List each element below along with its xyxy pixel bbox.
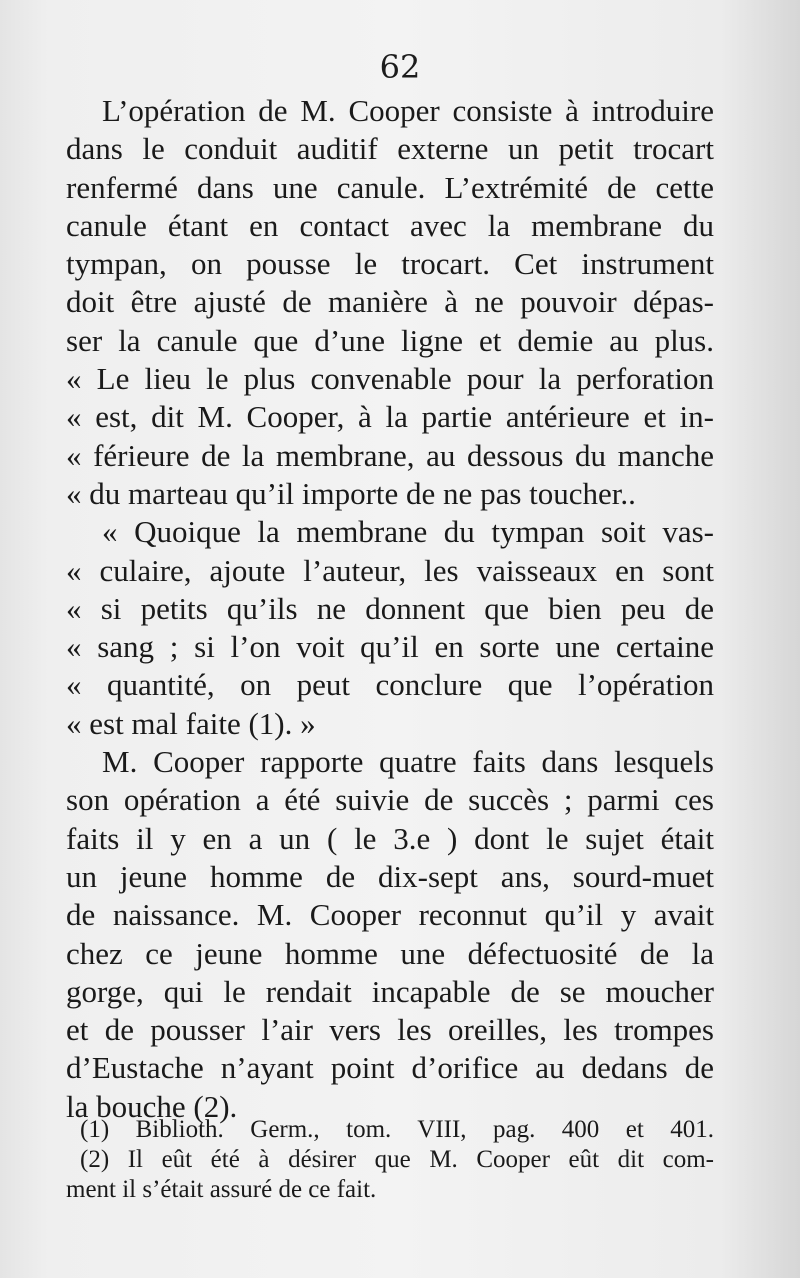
- footnote-1: (1) Biblioth. Germ., tom. VIII, pag. 400 et 401.: [80, 1116, 714, 1143]
- footnotes: [66, 1115, 714, 1205]
- body-line: d’Eustache n’ayant point d’orifice au dedans de: [66, 1050, 714, 1086]
- body-line: gorge, qui le rendait incapable de se moucher: [66, 973, 714, 1009]
- quote-line: « Le lieu le plus convenable pour la perforation: [66, 361, 714, 397]
- body-line: ser la canule que d’une ligne et demie au plus.: [66, 322, 714, 358]
- body-text: [66, 92, 714, 1126]
- quote-line: « du marteau qu’il importe de ne pas toucher..: [66, 475, 636, 511]
- body-line: de naissance. M. Cooper reconnut qu’il y avait: [66, 897, 714, 933]
- body-line: et de pousser l’air vers les oreilles, les trompes: [66, 1012, 714, 1048]
- quote-line: « férieure de la membrane, au dessous du manche: [66, 437, 714, 473]
- quote-line: « est, dit M. Cooper, à la partie antérieure et in-: [66, 399, 714, 435]
- body-line: tympan, on pousse le trocart. Cet instrument: [66, 246, 714, 282]
- body-line: chez ce jeune homme une défectuosité de la: [66, 935, 714, 971]
- body-line: faits il y en a un ( le 3.e ) dont le sujet était: [66, 820, 714, 856]
- body-line: renfermé dans une canule. L’extrémité de cette: [66, 169, 714, 205]
- quote-line: « Quoique la membrane du tympan soit vas-: [102, 514, 714, 550]
- body-line: dans le conduit auditif externe un petit trocart: [66, 131, 714, 167]
- footnote-2: (2) Il eût été à désirer que M. Cooper eût dit com-: [80, 1146, 714, 1173]
- body-line: son opération a été suivie de succès ; parmi ces: [66, 782, 714, 818]
- quote-line: « est mal faite (1). »: [66, 705, 316, 741]
- body-line: canule étant en contact avec la membrane du: [66, 207, 714, 243]
- body-line: L’opération de M. Cooper consiste à introduire: [102, 93, 714, 128]
- footnote-2-continued: ment il s’était assuré de ce fait.: [66, 1176, 377, 1203]
- page-number: 62: [379, 48, 421, 86]
- quote-line: « culaire, ajoute l’auteur, les vaisseaux en sont: [66, 552, 714, 588]
- body-line: la bouche (2).: [66, 1088, 238, 1124]
- body-line: un jeune homme de dix-sept ans, sourd-muet: [66, 858, 714, 894]
- quote-line: « si petits qu’ils ne donnent que bien peu de: [66, 590, 714, 626]
- quote-line: « sang ; si l’on voit qu’il en sorte une certaine: [66, 629, 714, 665]
- quote-line: « quantité, on peut conclure que l’opération: [66, 667, 714, 703]
- body-line: doit être ajusté de manière à ne pouvoir dépas-: [66, 284, 714, 320]
- body-line: M. Cooper rapporte quatre faits dans lesquels: [102, 744, 714, 780]
